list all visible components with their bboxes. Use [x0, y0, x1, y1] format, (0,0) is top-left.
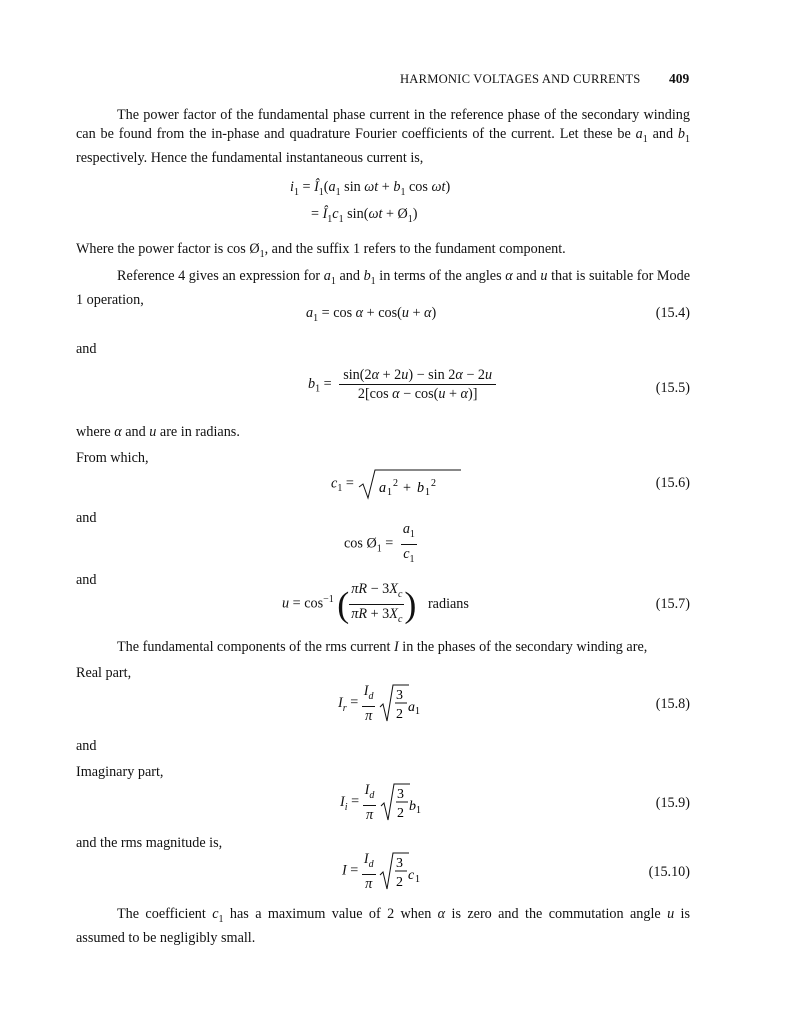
svg-text:1: 1	[425, 487, 431, 498]
svg-text:1: 1	[415, 805, 421, 817]
equation-number-15-4: (15.4)	[655, 305, 690, 321]
equation-b1: $b_1$ = $\frac{\sin(2\alpha + 2u) - \sin 2\alpha - 2u}{\text{2[cos α − cos(u + α)]}}$	[308, 366, 496, 403]
paragraph-2: Where the power factor is $\cos Ø_1$, and the suffix 1 refers to the fundament component.	[76, 241, 566, 260]
paragraph-4: where α and u are in radians.	[76, 424, 240, 440]
paragraph-3: Reference 4 gives an expression for $a_1$ and $b_1$ in terms of the angles α and u that is suitable for Mode 1 operation,	[76, 268, 691, 308]
text-and-2: and	[76, 510, 97, 526]
text-and-3: and	[76, 572, 97, 588]
page-number: 409	[669, 71, 690, 86]
svg-text:3: 3	[396, 856, 404, 872]
equation-instantaneous-current: $i_1$ = $Î_1(a_1$ $\sin \omega t + b_1$ cos ωt)	[290, 179, 451, 198]
svg-text:b: b	[417, 480, 425, 496]
paragraph-6: The fundamental components of the rms current I in the phases of the secondary winding are,	[117, 639, 648, 655]
sqrt-three-halves	[380, 782, 422, 822]
paragraph-5: From which,	[76, 450, 149, 466]
equation-number-15-6: (15.6)	[655, 475, 690, 491]
equation-Ir: $I_r$ = $\frac{I_d}{\pi}$ 3 2 a 1	[338, 683, 421, 724]
equation-Ii: $I_i$ = $\frac{I_d}{\pi}$ 3 2 b 1	[340, 782, 421, 823]
equation-number-15-8: (15.8)	[655, 696, 690, 712]
equation-instantaneous-current-2: = $Î_1c_1$ $\sin(\omega t + Ø_1)$	[311, 206, 418, 225]
svg-text:3: 3	[396, 688, 404, 704]
equation-c1: $c_1$ = a 1 2 + b 1 2	[331, 467, 463, 501]
svg-text:1: 1	[387, 487, 393, 498]
equation-number-15-9: (15.9)	[655, 795, 690, 811]
equation-u: $u = \cos^{-1}$ ( $\frac{\pi R - 3X_c}{\pi R + 3X_c}$ ) radians	[282, 581, 469, 625]
sqrt-three-halves	[379, 851, 421, 891]
text-and-1: and	[76, 341, 97, 357]
svg-text:a: a	[379, 480, 387, 496]
svg-text:2: 2	[396, 806, 404, 822]
svg-text:2: 2	[393, 478, 399, 489]
svg-text:a: a	[408, 700, 416, 716]
equation-a1: $a_1 = \cos \alpha + \cos(u + \alpha)$	[306, 305, 437, 324]
svg-text:2: 2	[396, 707, 404, 723]
equation-I: I = $\frac{I_d}{\pi}$ 3 2 c 1	[342, 851, 421, 892]
svg-text:b: b	[408, 799, 416, 815]
paragraph-7: and the rms magnitude is,	[76, 835, 223, 851]
equation-number-15-10: (15.10)	[648, 864, 690, 880]
text-real-part: Real part,	[76, 665, 132, 681]
svg-text:c: c	[408, 868, 415, 884]
equation-number-15-5: (15.5)	[655, 380, 690, 396]
sqrt-sign	[357, 467, 463, 501]
paragraph-8: The coefficient $c_1$ has a maximum value of 2 when α is zero and the commutation angle u is assumed to be negligibly small.	[76, 906, 690, 946]
text-and-4: and	[76, 738, 97, 754]
svg-text:+: +	[403, 480, 412, 496]
svg-text:1: 1	[415, 874, 421, 886]
svg-text:1: 1	[415, 706, 421, 718]
equation-cos-phi: $\cos Ø_1$ = $\frac{a_1}{c_1}$	[344, 521, 415, 565]
svg-text:3: 3	[396, 787, 404, 803]
svg-text:2: 2	[396, 875, 404, 891]
running-header: HARMONIC VOLTAGES AND CURRENTS	[400, 72, 641, 86]
text-radians: radians	[427, 595, 469, 612]
sqrt-three-halves	[379, 683, 421, 723]
equation-number-15-7: (15.7)	[655, 596, 690, 612]
paragraph-1: The power factor of the fundamental phase current in the reference phase of the secondary winding can be found from the in-phase and quadrature Fourier coefficients of the current. Let these be $a_1$ and $b_1$ respectively. Hence the fundamental instantaneous current is,	[76, 107, 690, 166]
svg-text:2: 2	[431, 478, 437, 489]
text-imaginary-part: Imaginary part,	[76, 764, 164, 780]
